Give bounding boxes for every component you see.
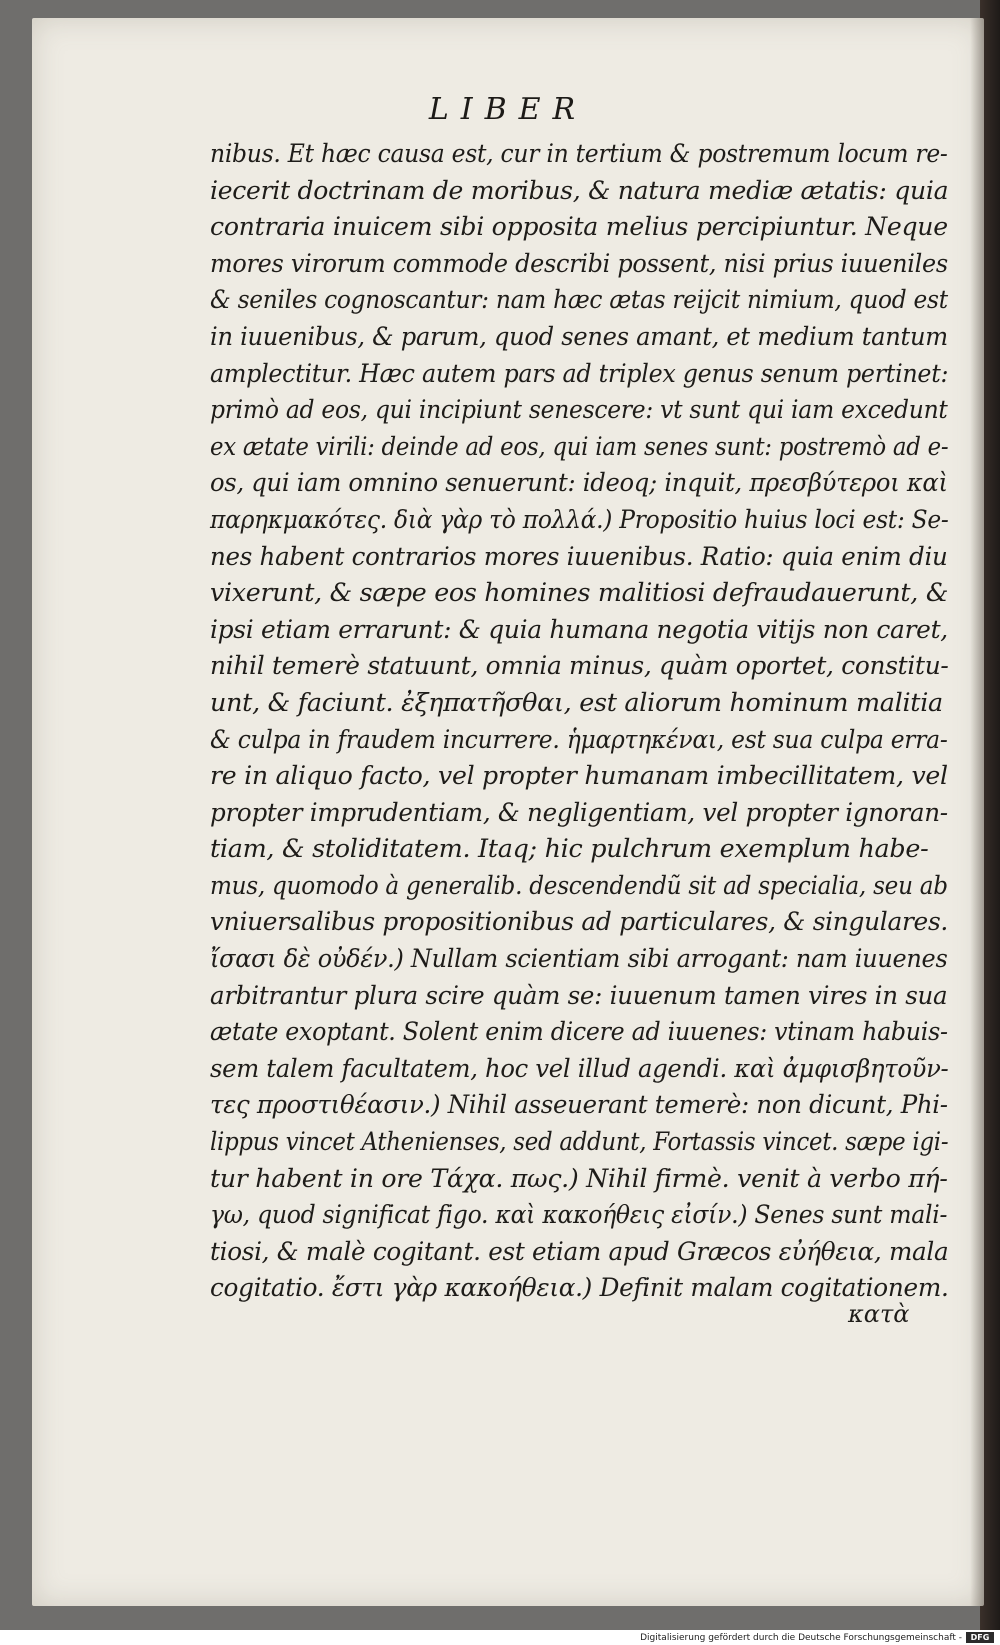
text-line: ex ætate virili: deinde ad eos, qui iam senes sunt: postremò ad e- — [210, 431, 949, 462]
catchword: κατὰ — [848, 1300, 910, 1328]
text-line: propter imprudentiam, & negligentiam, vel propter ignoran- — [210, 797, 948, 828]
book-page — [32, 18, 984, 1606]
text-line: cogitatio. ἔστι γὰρ κακοήθεια.) Definit malam cogitationem. — [210, 1273, 949, 1304]
text-line: ipsi etiam errarunt: & quia humana negotia vitijs non caret, — [210, 614, 948, 645]
text-line: ἴσασι δὲ οὐδέν.) Nullam scientiam sibi arrogant: nam iuuenes — [210, 944, 948, 975]
text-line: tur habent in ore Τάχα. πως.) Nihil firmè. venit à verbo πή- — [210, 1163, 948, 1194]
text-line: τες προστιθέασιν.) Nihil asseuerant temerè: non dicunt, Phi- — [210, 1090, 948, 1121]
text-line: mores virorum commode describi possent, nisi prius iuueniles — [210, 248, 948, 279]
text-line: γω, quod significat figo. καὶ κακοήθεις εἰσίν.) Senes sunt mali- — [210, 1200, 948, 1231]
text-line: iecerit doctrinam de moribus, & natura mediæ ætatis: quia — [210, 175, 949, 206]
text-line: lippus vincet Athenienses, sed addunt, Fortassis vincet. sæpe igi- — [210, 1127, 949, 1158]
running-head: LIBER — [428, 92, 588, 127]
text-line: amplectitur. Hæc autem pars ad triplex genus senum pertinet: — [210, 358, 949, 389]
text-line: παρηκμακότες. διὰ γὰρ τὸ πολλά.) Propositio huius loci est: Se- — [210, 504, 949, 535]
text-line: tiosi, & malè cogitant. est etiam apud Græcos εὐήθεια, mala — [210, 1236, 949, 1267]
text-line: mus, quomodo à generalib. descendendũ sit ad specialia, seu ab — [210, 870, 948, 901]
text-line: ætate exoptant. Solent enim dicere ad iuuenes: vtinam habuis- — [210, 1017, 948, 1048]
text-line: os, qui iam omnino senuerunt: ideoq; inquit, πρεσβύτεροι καὶ — [210, 468, 948, 499]
body-text — [210, 136, 950, 1307]
text-line: vniuersalibus propositionibus ad particulares, & singulares. — [210, 907, 949, 938]
text-line: in iuuenibus, & parum, quod senes amant, et medium tantum — [210, 321, 948, 352]
text-line: nes habent contrarios mores iuuenibus. Ratio: quia enim diu — [210, 541, 948, 572]
text-line: nibus. Et hæc causa est, cur in tertium & postremum locum re- — [210, 139, 948, 169]
text-line: nihil temerè statuunt, omnia minus, quàm oportet, constitu- — [210, 651, 949, 682]
text-line: & culpa in fraudem incurrere. ἡμαρτηκέναι, est sua culpa erra- — [210, 724, 948, 755]
text-line: & seniles cognoscantur: nam hæc ætas reijcit nimium, quod est — [210, 285, 948, 316]
text-line: arbitrantur plura scire quàm se: iuuenum tamen vires in sua — [210, 980, 948, 1011]
text-line: re in aliquo facto, vel propter humanam imbecillitatem, vel — [210, 761, 948, 792]
digitization-credit: Digitalisierung gefördert durch die Deutsche Forschungsgemeinschaft - — [640, 1633, 962, 1643]
text-line: sem talem facultatem, hoc vel illud agendi. καὶ ἀμφισβητοῦν- — [210, 1053, 949, 1084]
text-line: unt, & faciunt. ἐξηπατῆσθαι, est aliorum hominum malitia — [210, 687, 943, 718]
text-line: contraria inuicem sibi opposita melius percipiuntur. Neque — [210, 212, 948, 243]
text-line: primò ad eos, qui incipiunt senescere: vt sunt qui iam excedunt — [210, 395, 948, 426]
text-line: vixerunt, & sæpe eos homines malitiosi defraudauerunt, & — [210, 578, 949, 609]
text-line: tiam, & stoliditatem. Itaq; hic pulchrum exemplum habe- — [210, 834, 929, 865]
dfg-logo: DFG — [966, 1632, 994, 1643]
